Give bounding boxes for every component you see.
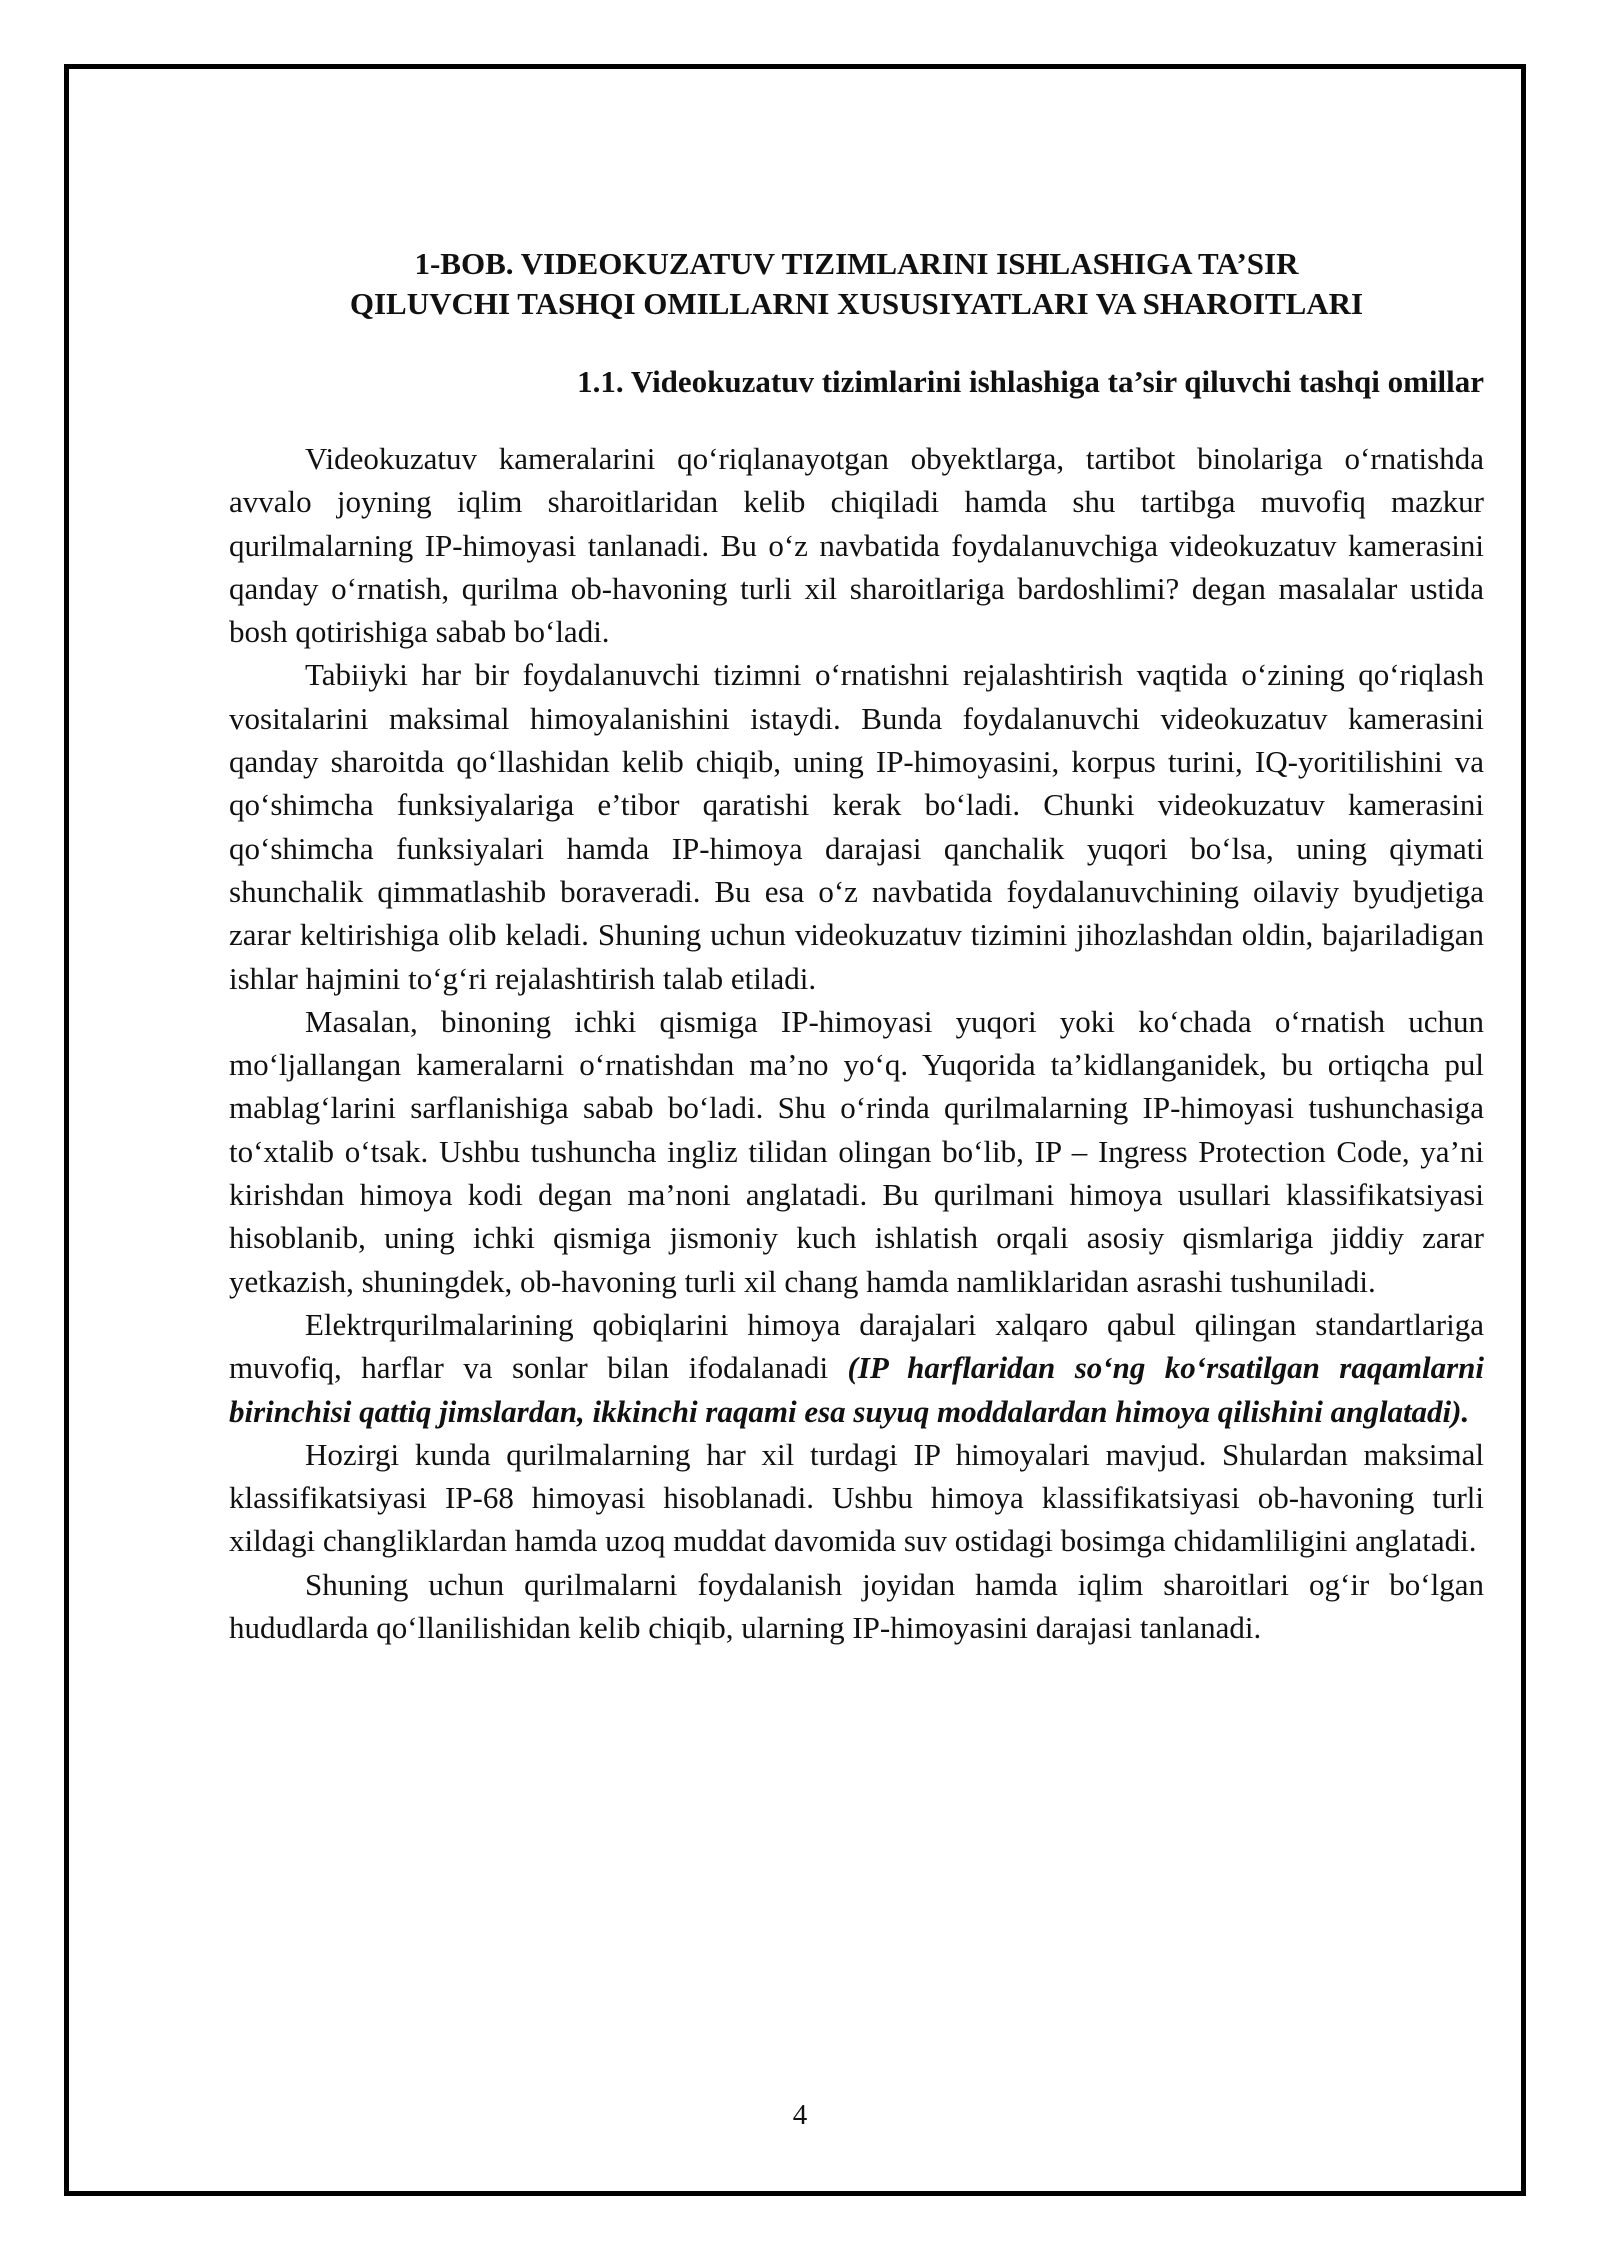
paragraph-5: Hozirgi kunda qurilmalarning har xil turdagi IP himoyalari mavjud. Shulardan maksimal klassifikatsiyasi IP-68 himoyasi hisoblanadi. Ushbu himoya klassifikatsiyasi ob-havoning turli xildagi changliklardan hamda uzoq muddat davomida suv ostidagi bosimga chidamliligini anglatadi. <box>229 1436 1484 1559</box>
paragraph-4 <box>229 1303 1484 1433</box>
chapter-title-line-1: 1-BOB. VIDEOKUZATUV TIZIMLARINI ISHLASHIGA TA’SIR <box>414 246 1299 281</box>
paragraph-6: Shuning uchun qurilmalarni foydalanish joyidan hamda iqlim sharoitlari og‘ir bo‘lgan hududlarda qo‘llanilishidan kelib chiqib, ularning IP-himoyasini darajasi tanlanadi. <box>229 1566 1484 1646</box>
paragraph-3: Masalan, binoning ichki qismiga IP-himoyasi yuqori yoki ko‘chada o‘rnatish uchun mo‘ljallangan kameralarni o‘rnatishdan ma’no yo‘q. Yuqorida ta’kidlanganidek, bu ortiqcha pul mablag‘larini sarflanishiga sabab bo‘ladi. Shu o‘rinda qurilmalarning IP-himoyasi tushunchasiga to‘xtalib o‘tsak. Ushbu tushuncha ingliz tilidan olingan bo‘lib, IP – Ingress Protection Code, ya’ni kirishdan himoya kodi degan ma’noni anglatadi. Bu qurilmani himoya usullari klassifikatsiyasi hisoblanib, uning ichki qismiga jismoniy kuch ishlatish orqali asosiy qismlariga jiddiy zarar yetkazish, shuningdek, ob-havoning turli xil chang hamda namliklaridan asrashi tushuniladi. <box>229 1003 1484 1299</box>
chapter-title <box>229 244 1484 324</box>
body-text <box>229 437 1484 1649</box>
section-title: 1.1. Videokuzatuv tizimlarini ishlashiga ta’sir qiluvchi tashqi omillar <box>577 364 1484 399</box>
paragraph-2: Tabiiyki har bir foydalanuvchi tizimni o‘rnatishni rejalashtirish vaqtida o‘zining qo‘riqlash vositalarini maksimal himoyalanishini istaydi. Bunda foydalanuvchi videokuzatuv kamerasini qanday sharoitda qo‘llashidan kelib chiqib, uning IP-himoyasini, korpus turini, IQ-yoritilishini va qo‘shimcha funksiyalariga e’tibor qaratishi kerak bo‘ladi. Chunki videokuzatuv kamerasini qo‘shimcha funksiyalari hamda IP-himoya darajasi qanchalik yuqori bo‘lsa, uning qiymati shunchalik qimmatlashib boraveradi. Bu esa o‘z navbatida foydalanuvchining oilaviy byudjetiga zarar keltirishiga olib keladi. Shuning uchun videokuzatuv tizimini jihozlashdan oldin, bajariladigan ishlar hajmini to‘g‘ri rejalashtirish talab etiladi. <box>229 657 1484 996</box>
paragraph-1: Videokuzatuv kameralarini qo‘riqlanayotgan obyektlarga, tartibot binolariga o‘rnatishda avvalo joyning iqlim sharoitlaridan kelib chiqiladi hamda shu tartibga muvofiq mazkur qurilmalarning IP-himoyasi tanlanadi. Bu o‘z navbatida foydalanuvchiga videokuzatuv kamerasini qanday o‘rnatish, qurilma ob-havoning turli xil sharoitlariga bardoshlimi? degan masalalar ustida bosh qotirishiga sabab bo‘ladi. <box>229 441 1484 650</box>
paragraph-4-text: Elektrqurilmalarining qobiqlarini himoya darajalari xalqaro qabul qilingan standartlariga muvofiq, harflar va sonlar bilan ifodalanadi <box>229 1306 1484 1386</box>
paragraph-4-emphasis: (IP harflaridan so‘ng ko‘rsatilgan raqamlarni birinchisi qattiq jimslardan, ikkinchi raqami esa suyuq moddalardan himoya qilishini anglatadi). <box>229 1350 1484 1429</box>
page-content <box>229 244 1484 1649</box>
page-number: 4 <box>792 2099 808 2131</box>
chapter-title-line-2: QILUVCHI TASHQI OMILLARNI XUSUSIYATLARI VA SHAROITLARI <box>349 286 1364 321</box>
